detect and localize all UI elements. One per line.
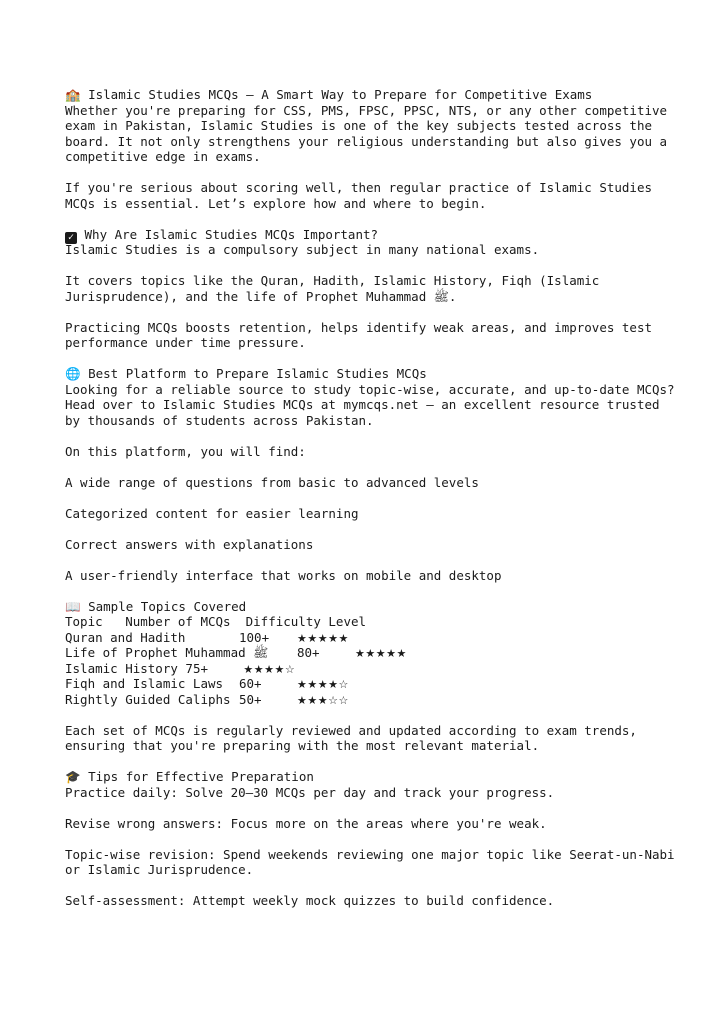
importance-point-line: Practicing MCQs boosts retention, helps identify weak areas, and improves test xyxy=(65,319,652,335)
spacer xyxy=(65,583,705,599)
topic-row xyxy=(65,630,705,646)
spacer xyxy=(65,707,705,723)
intro-para1-line: competitive edge in exams. xyxy=(65,149,261,164)
topic-row xyxy=(65,676,705,692)
spacer xyxy=(65,304,705,320)
feature-item: A wide range of questions from basic to advanced levels xyxy=(65,474,479,490)
spacer xyxy=(65,258,705,274)
topic-count: 50+ xyxy=(239,691,262,707)
tip-item-line: Topic-wise revision: Spend weekends reviewing one major topic like Seerat-un-Nabi xyxy=(65,846,675,862)
graduation-cap-icon: 🎓 xyxy=(65,769,81,784)
intro-para1-line: exam in Pakistan, Islamic Studies is one of the key subjects tested across the xyxy=(65,118,652,133)
intro-heading xyxy=(65,87,705,103)
topic-name: Fiqh and Islamic Laws xyxy=(65,676,224,691)
importance-point-line: It covers topics like the Quran, Hadith, Islamic History, Fiqh (Islamic xyxy=(65,273,600,288)
topic-row xyxy=(65,645,705,661)
difficulty-stars: ★★★☆☆ xyxy=(297,693,349,707)
globe-icon: 🌐 xyxy=(65,366,81,381)
feature-item: A user-friendly interface that works on mobile and desktop xyxy=(65,567,502,583)
spacer xyxy=(65,552,705,568)
topic-name: Quran and Hadith xyxy=(65,629,186,645)
feature-item: Categorized content for easier learning xyxy=(65,505,359,521)
intro-para2-line: If you're serious about scoring well, then regular practice of Islamic Studies xyxy=(65,180,652,195)
difficulty-stars: ★★★★★ xyxy=(297,631,349,645)
platform-para-line: Looking for a reliable source to study topic-wise, accurate, and up-to-date MCQs? xyxy=(65,381,675,397)
platform-para-line: Head over to Islamic Studies MCQs at mymcqs.net — an excellent resource trusted xyxy=(65,397,660,412)
importance-point-line: Jurisprudence), and the life of Prophet Muhammad ﷺ. xyxy=(65,288,457,304)
spacer xyxy=(65,754,705,770)
tip-item: Practice daily: Solve 20–30 MCQs per day and track your progress. xyxy=(65,784,555,800)
open-book-icon: 📖 xyxy=(65,598,81,614)
tip-item: Self-assessment: Attempt weekly mock quizzes to build confidence. xyxy=(65,893,555,908)
topics-heading xyxy=(65,599,705,615)
spacer xyxy=(65,459,705,475)
feature-item: Correct answers with explanations xyxy=(65,536,314,552)
intro-para1-line: Whether you're preparing for CSS, PMS, FPSC, PPSC, NTS, or any other competitive xyxy=(65,102,668,118)
check-box-icon: ✓ xyxy=(65,232,77,244)
topic-count: 60+ xyxy=(239,676,262,691)
difficulty-stars: ★★★★★ xyxy=(355,647,407,660)
tips-heading xyxy=(65,769,705,785)
importance-heading-text: Why Are Islamic Studies MCQs Important? xyxy=(84,226,379,242)
spacer xyxy=(65,351,705,367)
topics-table-header: Topic Number of MCQs Difficulty Level xyxy=(65,614,367,629)
importance-heading xyxy=(65,227,705,243)
spacer xyxy=(65,831,705,847)
intro-para1-line: board. It not only strengthens your religious understanding but also gives you a xyxy=(65,133,668,149)
document-body xyxy=(65,87,705,909)
spacer xyxy=(65,878,705,894)
platform-heading xyxy=(65,366,705,382)
intro-para2-line: MCQs is essential. Let’s explore how and where to begin. xyxy=(65,195,487,211)
school-building-icon: 🏫 xyxy=(65,87,81,102)
spacer xyxy=(65,490,705,506)
topic-name: Islamic History xyxy=(65,660,178,676)
intro-heading-text: Islamic Studies MCQs – A Smart Way to Prepare for Competitive Exams xyxy=(88,87,593,102)
platform-find-intro: On this platform, you will find: xyxy=(65,443,306,459)
spacer xyxy=(65,165,705,181)
topics-footer-line: ensuring that you're preparing with the most relevant material. xyxy=(65,738,540,753)
topic-row xyxy=(65,692,705,708)
tip-item: Revise wrong answers: Focus more on the areas where you're weak. xyxy=(65,815,547,831)
topics-heading-text: Sample Topics Covered xyxy=(88,598,247,614)
tips-heading-text: Tips for Effective Preparation xyxy=(88,769,314,784)
topic-name: Life of Prophet Muhammad ﷺ xyxy=(65,645,269,660)
importance-point: Islamic Studies is a compulsory subject in many national exams. xyxy=(65,242,540,257)
topic-count: 75+ xyxy=(185,660,208,676)
platform-para-line: by thousands of students across Pakistan. xyxy=(65,412,374,428)
topic-count: 100+ xyxy=(239,629,270,645)
spacer xyxy=(65,521,705,537)
platform-heading-text: Best Platform to Prepare Islamic Studies MCQs xyxy=(88,366,427,381)
difficulty-stars: ★★★★☆ xyxy=(297,678,349,691)
spacer xyxy=(65,428,705,444)
tip-item-line: or Islamic Jurisprudence. xyxy=(65,862,254,877)
topics-footer-line: Each set of MCQs is regularly reviewed and updated according to exam trends, xyxy=(65,722,637,738)
difficulty-stars: ★★★★☆ xyxy=(243,662,296,676)
spacer xyxy=(65,800,705,816)
spacer xyxy=(65,211,705,227)
importance-point-line: performance under time pressure. xyxy=(65,335,306,350)
topic-count: 80+ xyxy=(297,645,320,660)
topic-name: Rightly Guided Caliphs xyxy=(65,691,231,707)
topic-row xyxy=(65,661,705,677)
